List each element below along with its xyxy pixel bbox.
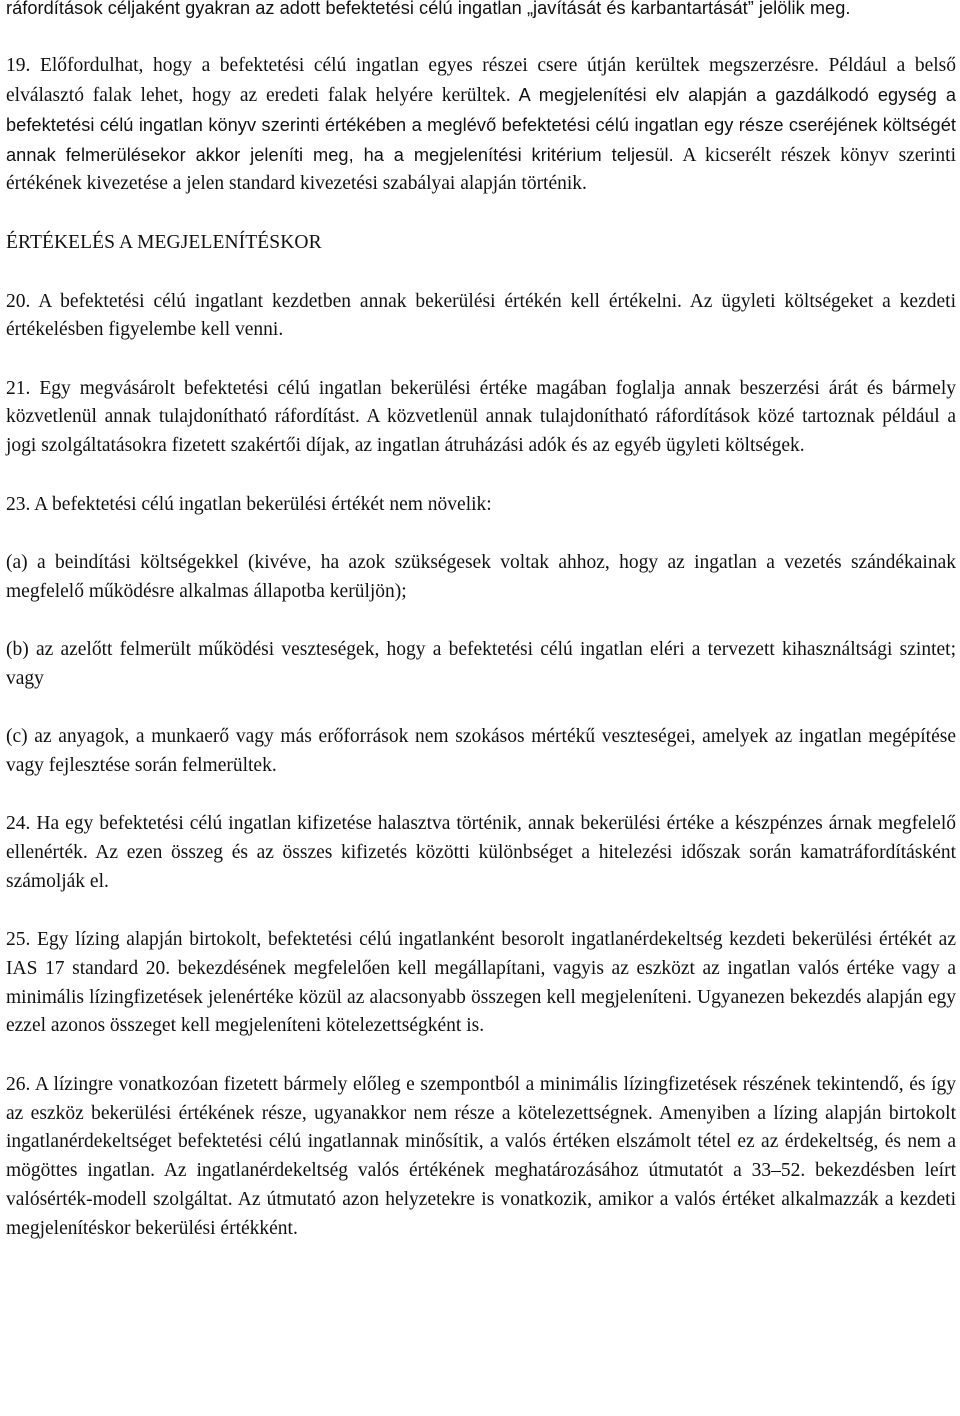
paragraph-20-text: A befektetési célú ingatlant kezdetben annak bekerülési értékén kell értékelni. Az ügyleti költségeket a kezdeti értékelésben figyelembe kell venni. [6, 290, 956, 341]
paragraph-25-text: Egy lízing alapján birtokolt, befektetési célú ingatlanként besorolt ingatlanérdekeltség kezdeti bekerülési értékét az IAS 17 standard 20. bekezdésének megfelelően kell megállapítani, vagyis az eszközt az ingatlan valós értéke vagy a minimális lízingfizetések jelenértéke közül az alacsonyabb összegen kell megjeleníteni. Ugyanezen bekezdés alapján egy ezzel azonos összeget kell megjeleníteni kötelezettségként is. [6, 929, 956, 1037]
paragraph-20-number: 20. [6, 290, 31, 312]
paragraph-26 [6, 1071, 956, 1244]
paragraph-19-text-a: Előfordulhat, hogy a befektetési célú ingatlan egyes részei csere útján kerültek megszerzésre. Például a belső elválasztó falak lehet, hogy az eredeti falak helyére kerültek. [6, 55, 956, 107]
paragraph-25 [6, 926, 956, 1041]
paragraph-24-number: 24. [6, 813, 31, 835]
paragraph-21-text: Egy megvásárolt befektetési célú ingatlan bekerülési értéke magában foglalja annak beszerzési árát és bármely közvetlenül annak tulajdonítható ráfordítást. A közvetlenül annak tulajdonítható ráfordítások közé tartoznak például a jogi szolgáltatásokra fizetett szakértői díjak, az ingatlan átruházási adók és az egyéb ügyleti költségek. [6, 377, 956, 457]
paragraph-25-number: 25. [6, 929, 31, 951]
list-item-c: (c) az anyagok, a munkaerő vagy más erőforrások nem szokásos mértékű veszteségei, amelyek az ingatlan megépítése vagy fejlesztése során felmerültek. [6, 726, 956, 776]
paragraph-19-number: 19. [6, 55, 31, 77]
paragraph-23-text: A befektetési célú ingatlan bekerülési értékét nem növelik: [30, 493, 492, 515]
list-item-a: (a) a beindítási költségekkel (kivéve, ha azok szükségesek voltak ahhoz, hogy az ingatlan a vezetés szándékainak megfelelő működésre alkalmas állapotba kerüljön); [6, 551, 956, 602]
paragraph-20 [6, 288, 956, 346]
paragraph-intro [6, 0, 956, 23]
paragraph-21 [6, 375, 956, 461]
paragraph-23 [6, 491, 956, 520]
paragraph-26-text: A lízingre vonatkozóan fizetett bármely előleg e szempontból a minimális lízingfizetések részének tekintendő, és így az eszköz bekerülési értékének része, ugyanakkor nem része a kötelezettségnek. Amenyiben a lízing alapján birtokolt ingatlanérdekeltséget befektetési célú ingatlannak minősítik, a valós értéken elszámolt tétel ez az érdekeltség, és nem a mögöttes ingatlan. Az ingatlanérdekeltség valós értékének meghatározásához útmutatót a 33–52. bekezdésben leírt valósérték-modell szolgáltat. Az útmutató azon helyzetekre is vonatkozik, amikor a valós értéket alkalmazzák a kezdeti megjelenítéskor bekerülési értékként. [6, 1073, 956, 1239]
paragraph-19-text-c: A kicserélt részek könyv szerinti értékének kivezetése a jelen standard kivezetési szabályai alapján történik. [6, 144, 956, 195]
paragraph-21-number: 21. [6, 377, 31, 399]
paragraph-intro-text: ráfordítások céljaként gyakran az adott befektetési célú ingatlan „javítását és karbantartását” jelölik meg. [6, 0, 851, 18]
paragraph-26-number: 26. [6, 1073, 31, 1095]
paragraph-19 [6, 52, 956, 199]
paragraph-23-number: 23. [6, 493, 31, 515]
paragraph-24 [6, 810, 956, 896]
paragraph-24-text: Ha egy befektetési célú ingatlan kifizetése halasztva történik, annak bekerülési értéke a készpénzes árnak megfelelő ellenérték. Az ezen összeg és az összes kifizetés közötti különbséget a hitelezési időszak során kamatráfordításként számolják el. [6, 813, 956, 892]
paragraph-19-text-b: A megjelenítési elv alapján a gazdálkodó egység a befektetési célú ingatlan könyv szerinti értékében a meglévő befektetési célú ingatlan egy része cseréjének költségét annak felmerülésekor akkor jeleníti meg, ha a megjelenítési kritérium teljesül. [6, 85, 957, 165]
document-page [6, 0, 956, 1273]
list-item-b: (b) az azelőtt felmerült működési veszteségek, hogy a befektetési célú ingatlan eléri a tervezett kihasználtsági szintet; vagy [6, 638, 956, 689]
section-heading: ÉRTÉKELÉS A MEGJELENÍTÉSKOR [6, 231, 322, 253]
